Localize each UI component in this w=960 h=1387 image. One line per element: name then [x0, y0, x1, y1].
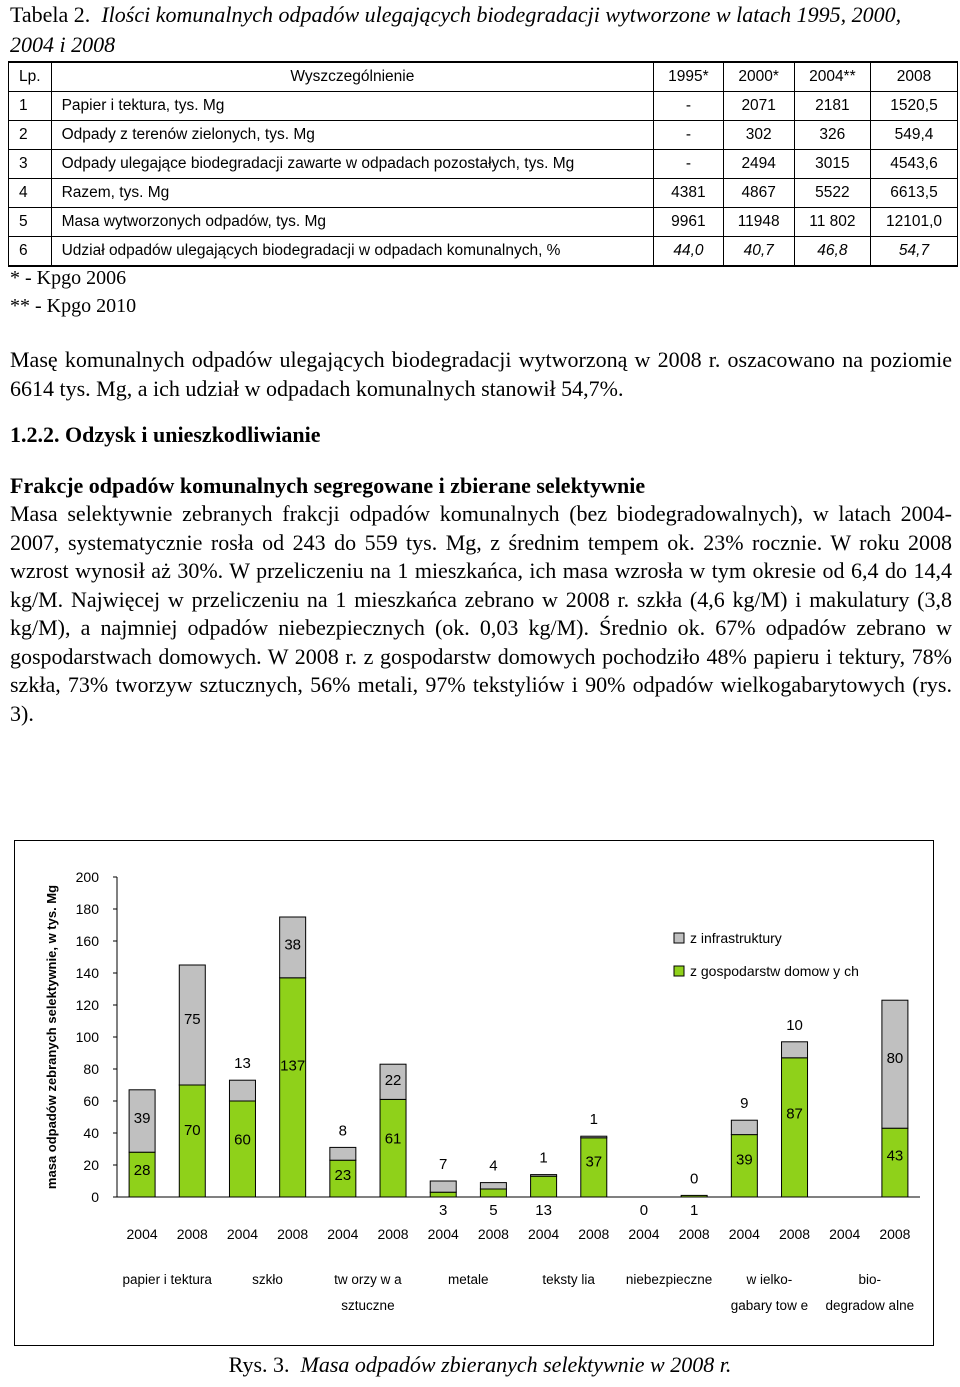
x-tick-label: 2004: [528, 1226, 560, 1242]
table-header-row: [9, 62, 958, 92]
bar-value-gosp: 61: [384, 1130, 402, 1148]
cell-2000: 302: [723, 121, 794, 150]
bar-value-infra: 75: [183, 1011, 201, 1028]
cell-1995: 44,0: [654, 237, 723, 267]
category-label: w ielko-: [746, 1272, 793, 1287]
bar-value-gosp: 137: [280, 1057, 306, 1075]
bar-value-gosp: 28: [133, 1162, 151, 1180]
table-row: [9, 121, 958, 150]
cell-2004: 326: [794, 121, 870, 150]
cell-lp: 1: [9, 92, 52, 121]
x-tick-label: 2004: [628, 1226, 660, 1242]
y-tick-label: 0: [91, 1189, 99, 1205]
cell-desc: Razem, tys. Mg: [51, 179, 654, 208]
bar-value-gosp: 37: [585, 1153, 603, 1171]
category-label: sztuczne: [341, 1298, 395, 1313]
cell-2004: 46,8: [794, 237, 870, 267]
cell-desc: Odpady z terenów zielonych, tys. Mg: [51, 121, 654, 150]
y-tick-label: 180: [75, 901, 99, 917]
bar-segment-gosp: [229, 1101, 255, 1197]
cell-2000: 4867: [723, 179, 794, 208]
y-axis-label: masa odpadów zebranych selektywnie, w tys. Mg: [44, 884, 59, 1190]
cell-lp: 2: [9, 121, 52, 150]
bar-value-infra: 4: [489, 1157, 498, 1175]
bar-segment-infra: [782, 1042, 808, 1058]
cell-2004: 3015: [794, 150, 870, 179]
cell-2004: 11 802: [794, 208, 870, 237]
bar-value-infra: 38: [284, 936, 301, 954]
cell-lp: 3: [9, 150, 52, 179]
bar-segment-infra: [731, 1120, 757, 1134]
table-row: [9, 92, 958, 121]
table-row: [9, 179, 958, 208]
footnote: ** - Kpgo 2010: [10, 295, 137, 317]
legend-swatch: [674, 966, 684, 976]
cell-2004: 2181: [794, 92, 870, 121]
y-tick-label: 20: [83, 1157, 99, 1173]
bar-value-infra: 8: [338, 1122, 348, 1140]
header-2008: 2008: [870, 62, 957, 92]
cell-2008: 54,7: [870, 237, 957, 267]
table-row: [9, 208, 958, 237]
table-row: [9, 237, 958, 267]
category-label: metale: [448, 1272, 489, 1287]
bar-value-gosp: 13: [535, 1202, 552, 1219]
bar-segment-gosp: [430, 1192, 456, 1197]
y-tick-label: 140: [75, 965, 99, 981]
y-tick-label: 40: [83, 1125, 99, 1141]
y-tick-label: 80: [83, 1061, 99, 1077]
cell-1995: -: [654, 150, 723, 179]
x-tick-label: 2004: [427, 1226, 459, 1242]
subheading: Frakcje odpadów komunalnych segregowane i zbierane selektywnie: [10, 472, 646, 498]
cell-desc: Papier i tektura, tys. Mg: [51, 92, 654, 121]
cell-2000: 11948: [723, 208, 794, 237]
cell-2000: 2494: [723, 150, 794, 179]
bar-segment-infra: [581, 1136, 607, 1138]
category-label: tw orzy w a: [334, 1272, 402, 1287]
section-heading: 1.2.2. Odzysk i unieszkodliwianie: [10, 422, 321, 447]
cell-2008: 12101,0: [870, 208, 957, 237]
bar-value-gosp: 87: [786, 1105, 803, 1123]
bar-value-infra: 7: [439, 1156, 448, 1173]
x-tick-label: 2008: [277, 1226, 309, 1242]
bar-value-gosp: 5: [489, 1202, 498, 1219]
selective-collection-chart: [14, 840, 934, 1346]
cell-lp: 5: [9, 208, 52, 237]
bar-value-gosp: 70: [183, 1121, 201, 1139]
bar-segment-gosp: [480, 1189, 506, 1197]
cell-2008: 1520,5: [870, 92, 957, 121]
category-label: papier i tektura: [122, 1272, 212, 1287]
cell-2004: 5522: [794, 179, 870, 208]
cell-desc: Odpady ulegające biodegradacji zawarte w odpadach pozostałych, tys. Mg: [51, 150, 654, 179]
bar-value-infra: 13: [234, 1055, 251, 1073]
cell-2000: 2071: [723, 92, 794, 121]
bar-segment-gosp: [681, 1195, 707, 1197]
y-tick-label: 120: [75, 997, 99, 1013]
bar-segment-infra: [480, 1183, 506, 1189]
x-tick-label: 2008: [377, 1226, 409, 1242]
bar-segment-gosp: [280, 978, 306, 1197]
cell-desc: Udział odpadów ulegających biodegradacji w odpadach komunalnych, %: [51, 237, 654, 267]
bar-value-infra: 0: [689, 1170, 699, 1188]
figure-caption: [0, 1352, 960, 1378]
header-desc: Wyszczególnienie: [51, 62, 654, 92]
cell-2008: 6613,5: [870, 179, 957, 208]
cell-1995: -: [654, 121, 723, 150]
bar-value-gosp: 0: [639, 1202, 649, 1219]
header-lp: Lp.: [9, 62, 52, 92]
bar-segment-gosp: [531, 1176, 557, 1197]
y-tick-label: 200: [75, 869, 99, 885]
cell-1995: 9961: [654, 208, 723, 237]
bar-value-infra: 80: [886, 1049, 904, 1067]
header-1995: 1995*: [654, 62, 723, 92]
bar-segment-gosp: [179, 1085, 205, 1197]
bar-value-gosp: 39: [736, 1151, 753, 1169]
paragraph-2: Masa selektywnie zebranych frakcji odpadów komunalnych (bez biodegradowalnych), w latach 2004-2007, systematycznie rosła od 243 do 559 tys. Mg, z średnim tempem ok. 23% rocznie. W roku 2008 wzrost wynosił aż 30%. W przeliczeniu na 1 mieszkańca, ich masa wzrosła w tym okresie od 6,4 do 14,4 kg/M. Najwięcej w przeliczeniu na 1 mieszkańca zebrano w 2008 r. szkła (4,6 kg/M) i makulatury (3,8 kg/M), a najmniej odpadów niebezpiecznych (ok. 0,03 kg/M). Średnio ok. 67% odpadów zebrano w gospodarstwach domowych. W 2008 r. z gospodarstw domowych pochodziło 48% papieru i tektury, 78% szkła, 73% tworzyw sztucznych, 56% metali, 97% tekstyliów i 90% odpadów wielkogabarytowych (rys. 3).: [10, 501, 952, 726]
bar-value-infra: 1: [539, 1149, 548, 1167]
table-caption-label: Tabela 2.: [10, 2, 91, 27]
table-caption: [10, 0, 950, 60]
bar-value-gosp: 23: [334, 1166, 352, 1184]
bar-segment-infra: [229, 1080, 255, 1101]
bar-value-infra: 22: [384, 1072, 402, 1090]
table-footnotes: [10, 264, 136, 320]
x-tick-label: 2008: [678, 1226, 710, 1242]
figure-caption-label: Rys. 3.: [228, 1352, 290, 1377]
y-tick-label: 100: [75, 1029, 99, 1045]
bar-value-gosp: 60: [234, 1131, 251, 1149]
table-row: [9, 150, 958, 179]
bar-value-gosp: 1: [689, 1202, 699, 1219]
x-tick-label: 2004: [126, 1226, 158, 1242]
x-tick-label: 2004: [327, 1226, 359, 1242]
bar-value-gosp: 43: [886, 1147, 904, 1165]
cell-lp: 6: [9, 237, 52, 267]
bar-value-gosp: 3: [439, 1202, 448, 1219]
header-2004: 2004**: [794, 62, 870, 92]
cell-1995: -: [654, 92, 723, 121]
bar-segment-infra: [330, 1147, 356, 1160]
bar-segment-infra: [430, 1181, 456, 1192]
bar-value-infra: 10: [786, 1016, 803, 1034]
cell-lp: 4: [9, 179, 52, 208]
x-tick-label: 2004: [226, 1226, 259, 1242]
figure-caption-title: Masa odpadów zbieranych selektywnie w 2008 r.: [300, 1352, 732, 1377]
header-2000: 2000*: [723, 62, 794, 92]
cell-2008: 549,4: [870, 121, 957, 150]
bar-segment-gosp: [380, 1099, 406, 1197]
footnote: * - Kpgo 2006: [10, 267, 127, 289]
x-tick-label: 2004: [829, 1226, 861, 1242]
legend-label: z gospodarstw domow y ch: [690, 963, 859, 979]
x-tick-label: 2008: [879, 1226, 911, 1242]
cell-2008: 4543,6: [870, 150, 957, 179]
x-tick-label: 2008: [578, 1226, 610, 1242]
waste-table: [8, 61, 958, 267]
cell-desc: Masa wytworzonych odpadów, tys. Mg: [51, 208, 654, 237]
cell-2000: 40,7: [723, 237, 794, 267]
bar-value-infra: 9: [740, 1095, 749, 1113]
category-label: gabary tow e: [730, 1298, 809, 1313]
bar-value-infra: 1: [589, 1111, 598, 1129]
category-label: niebezpieczne: [625, 1272, 713, 1287]
table-caption-title: Ilości komunalnych odpadów ulegających biodegradacji wytworzone w latach 1995, 2000, 2004 i 2008: [10, 2, 902, 57]
y-tick-label: 160: [75, 933, 99, 949]
x-tick-label: 2004: [728, 1226, 760, 1242]
body-text: [10, 346, 952, 728]
x-tick-label: 2008: [176, 1226, 208, 1242]
category-label: teksty lia: [542, 1272, 595, 1287]
category-label: degradow alne: [825, 1298, 915, 1313]
x-tick-label: 2008: [477, 1226, 509, 1242]
category-label: szkło: [252, 1272, 283, 1287]
legend-swatch: [674, 933, 684, 943]
category-label: bio-: [858, 1272, 882, 1287]
paragraph-1: Masę komunalnych odpadów ulegających biodegradacji wytworzoną w 2008 r. oszacowano na poziomie 6614 tys. Mg, a ich udział w odpadach komunalnych stanowił 54,7%.: [10, 347, 952, 401]
cell-1995: 4381: [654, 179, 723, 208]
bar-value-infra: 39: [133, 1109, 151, 1127]
bar-segment-gosp: [782, 1058, 808, 1197]
x-tick-label: 2008: [778, 1226, 811, 1242]
bar-segment-infra: [531, 1175, 557, 1177]
y-tick-label: 60: [83, 1093, 99, 1109]
legend-label: z infrastruktury: [690, 930, 782, 946]
